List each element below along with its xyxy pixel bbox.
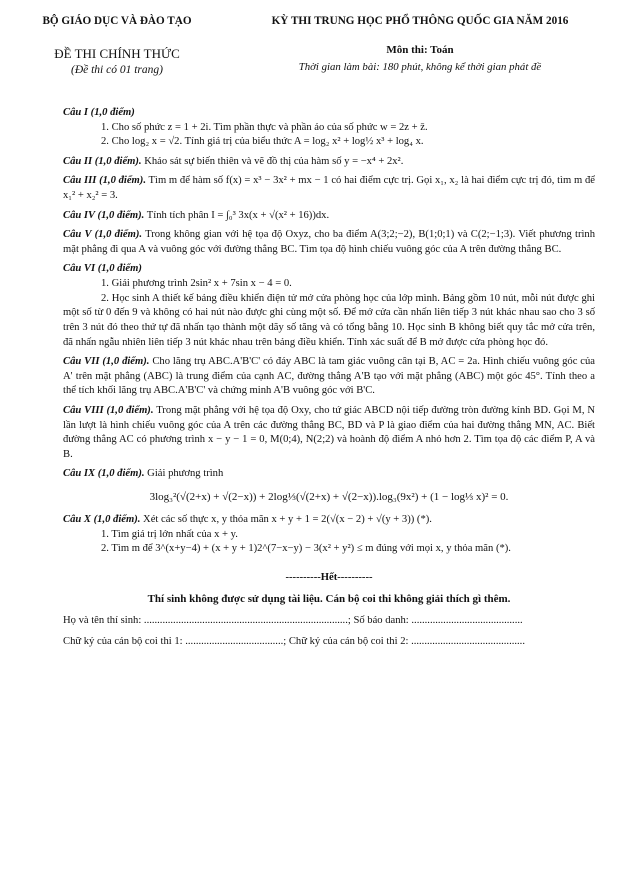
question-9: [63, 467, 595, 482]
question-6-part-2: 2. Học sinh A thiết kế bảng điều khiển điện tử mở cửa phòng học của lớp mình. Bảng gồm 10 nút, mỗi nút được ghi một số từ 0 đến 9 và không có hai nút nào được ghi cùng một số. Để mở cửa cần nhấn liên tiếp 3 nút khác nhau sao cho 3 số trên 3 nút đó theo thứ tự đã nhấn tạo thành một dãy số tăng và có tổng bằng 10. Học sinh B không biết quy tắc mở cửa trên, đã nhấn ngẫu nhiên liên tiếp 3 nút khác nhau trên bảng điều khiển. Tính xác suất để B mở được cửa phòng học đó.: [63, 292, 595, 348]
question-1-part-1: 1. Cho số phức z = 1 + 2i. Tìm phần thực và phần ảo của số phức w = 2z + z̄.: [101, 121, 428, 133]
question-10-part-2: 2. Tìm m để 3^(x+y−4) + (x + y + 1)2^(7−x−y) − 3(x² + y²) ≤ m đúng với mọi x, y thỏa mãn (*).: [101, 543, 511, 555]
question-body: Tính tích phân I = ∫₀³ 3x(x + √(x² + 16))dx.: [144, 209, 330, 221]
question-label: Câu II (1,0 điểm).: [63, 155, 142, 167]
question-3: [63, 174, 595, 203]
exam-time: Thời gian làm bài: 180 phút, không kể thời gian phát đề: [298, 61, 542, 73]
candidate-name-line: Họ và tên thí sinh: .............................................................................; Số báo danh: ..........................................: [63, 614, 523, 626]
question-body: Tìm m để hàm số f(x) = x³ − 3x² + mx − 1 có hai điểm cực trị. Gọi x₁, x₂ là hai điểm cực trị đó, tìm m để x₁² + x₂² = 3.: [63, 175, 595, 202]
question-label: Câu V (1,0 điểm).: [63, 229, 143, 241]
ministry-name: BỘ GIÁO DỤC VÀ ĐÀO TẠO: [42, 15, 192, 27]
proctor-signature-line: Chữ ký của cán bộ coi thi 1: .....................................; Chữ ký của cán bộ coi thi 2: ...........................................: [63, 636, 525, 648]
question-label: Câu I (1,0 điểm): [63, 107, 135, 118]
question-body: Xét các số thực x, y thỏa mãn x + y + 1 = 2(√(x − 2) + √(y + 3)) (*).: [140, 514, 432, 526]
question-label: Câu VII (1,0 điểm).: [63, 356, 150, 368]
exam-header: [0, 14, 628, 94]
exam-content: [63, 106, 595, 650]
question-label: Câu IV (1,0 điểm).: [63, 209, 145, 221]
question-6-part-1: 1. Giải phương trình 2sin² x + 7sin x − 4 = 0.: [101, 278, 292, 290]
question-10-part-1: 1. Tìm giá trị lớn nhất của x + y.: [101, 528, 238, 540]
page-count-note: (Đề thi có 01 trang): [71, 64, 163, 76]
question-label: Câu X (1,0 điểm).: [63, 514, 141, 526]
exam-note: Thí sinh không được sử dụng tài liệu. Cán bộ coi thi không giải thích gì thêm.: [147, 592, 511, 605]
question-label: Câu VI (1,0 điểm): [63, 263, 142, 275]
question-7: [63, 355, 595, 399]
question-label: Câu VIII (1,0 điểm).: [63, 404, 154, 416]
question-10: [63, 513, 595, 528]
question-8: [63, 404, 595, 462]
question-body: Trong mặt phẳng với hệ tọa độ Oxy, cho tứ giác ABCD nội tiếp đường tròn đường kính BD. Gọi M, N lần lượt là hình chiếu vuông góc của A trên các đường thẳng BC, BD và P là giao điểm của hai đường thẳng MN, AC. Biết đường thẳng AC có phương trình x − y − 1 = 0, M(0;4), N(2;2) và hoành độ điểm A nhỏ hơn 2. Tìm tọa độ các điểm P, A và B.: [63, 404, 596, 460]
question-1-part-2: 2. Cho log₂ x = √2. Tính giá trị của biểu thức A = log₂ x² + log½ x³ + log₄ x.: [101, 136, 424, 148]
question-label: Câu III (1,0 điểm).: [63, 175, 146, 187]
end-marker: ----------Hết----------: [285, 572, 373, 584]
question-body: Khảo sát sự biến thiên và vẽ đồ thị của hàm số y = −x⁴ + 2x².: [141, 155, 404, 167]
question-5: [63, 228, 595, 257]
official-label: ĐỀ THI CHÍNH THỨC: [54, 46, 180, 61]
exam-subject: Môn thi: Toán: [386, 44, 454, 56]
question-2: [63, 155, 595, 170]
question-body: Giải phương trình: [144, 468, 224, 480]
question-label: Câu IX (1,0 điểm).: [63, 468, 145, 480]
question-6-heading: [63, 262, 595, 277]
question-4: [63, 209, 595, 224]
exam-title: KỲ THI TRUNG HỌC PHỔ THÔNG QUỐC GIA NĂM 2016: [271, 15, 569, 27]
question-body: Cho lăng trụ ABC.A'B'C' có đáy ABC là tam giác vuông cân tại B, AC = 2a. Hình chiếu vuông góc của A' trên mặt phẳng (ABC) là trung điểm của cạnh AC, đường thẳng A'B tạo với mặt phẳng (ABC) một góc 45°. Tính theo a thể tích khối lăng trụ ABC.A'B'C' và chứng minh A'B vuông góc với B'C.: [63, 356, 596, 397]
question-1-heading: [63, 106, 595, 121]
question-9-formula: 3log₃²(√(2+x) + √(2−x)) + 2log⅓(√(2+x) + √(2−x)).log₃(9x²) + (1 − log⅓ x)² = 0.: [149, 491, 509, 504]
question-body: Trong không gian với hệ tọa độ Oxyz, cho ba điểm A(3;2;−2), B(1;0;1) và C(2;−1;3). Viết phương trình mặt phẳng đi qua A và vuông góc với đường thẳng BC. Tìm tọa độ hình chiếu vuông góc của A trên đường thẳng BC.: [63, 229, 596, 255]
